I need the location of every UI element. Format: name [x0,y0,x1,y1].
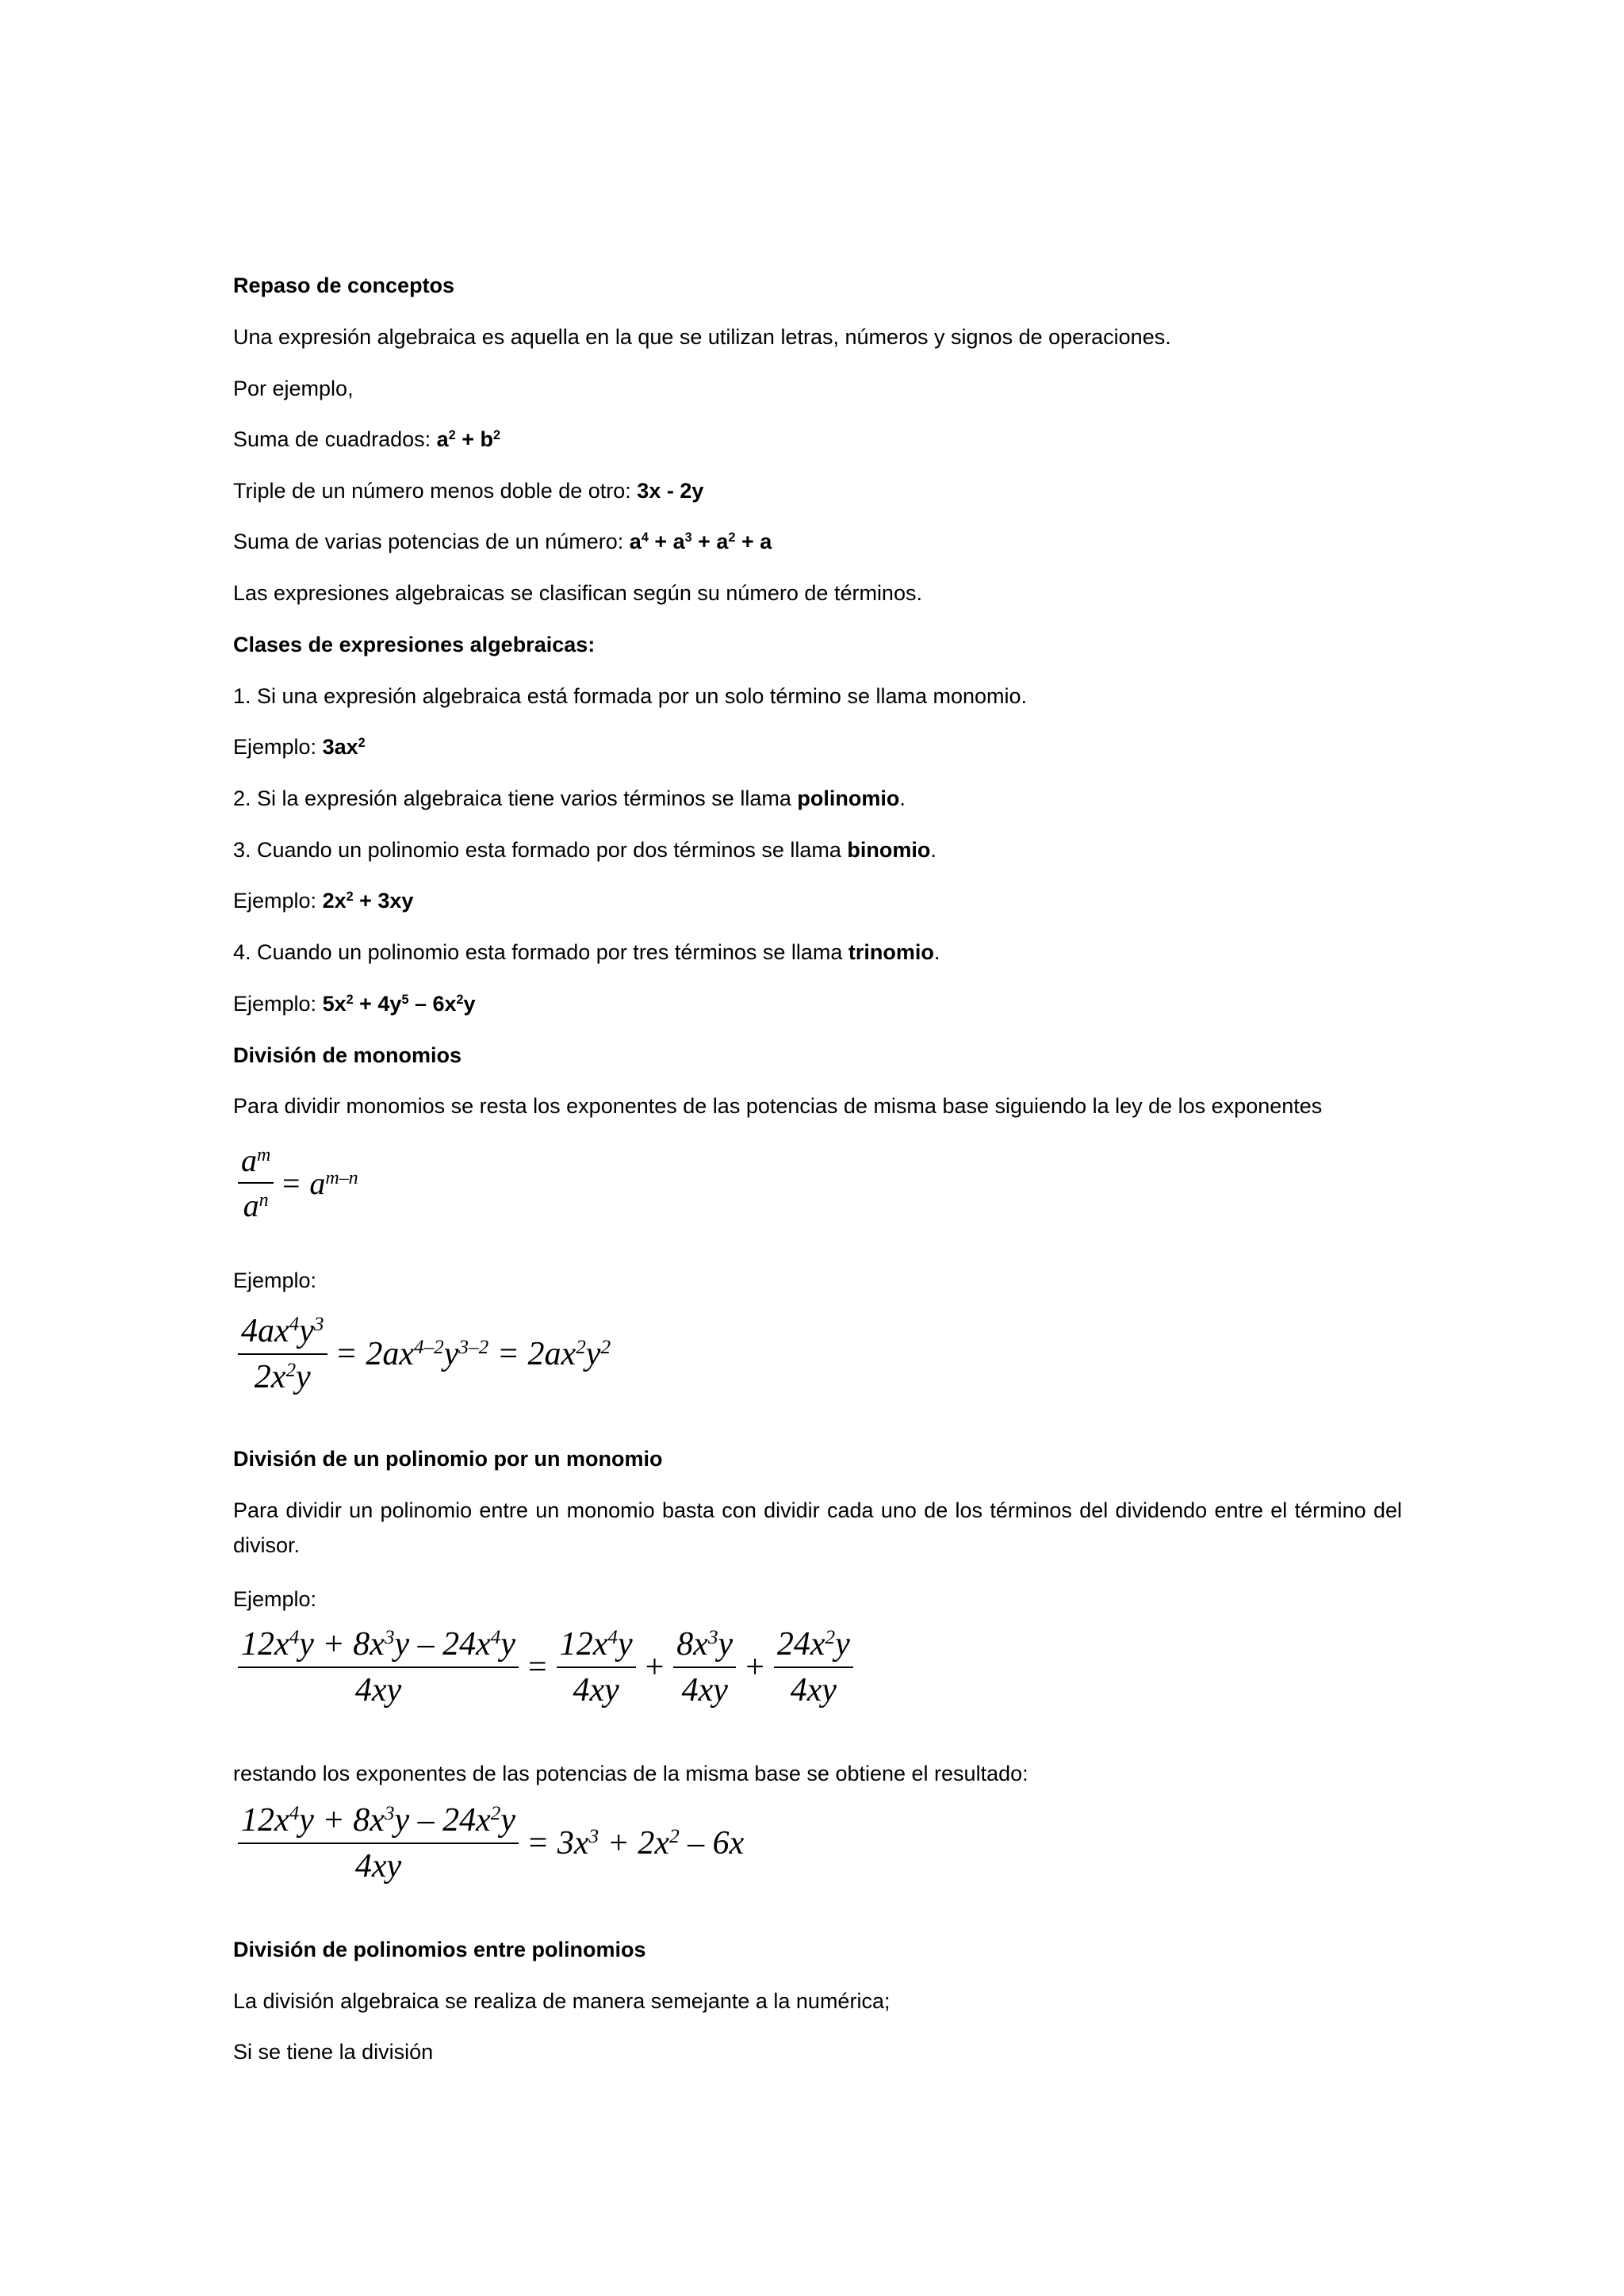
example-binomio [233,887,413,914]
list-item-4 [233,939,940,966]
denominator: 4xy [681,1672,728,1709]
fraction [673,1625,736,1709]
example-suma-cuadrados [233,426,500,453]
formula-division-monomio [238,1312,611,1396]
formula-division-polinomio-terminos [238,1625,853,1709]
formula-rhs: = $2ax^{4-2}y^{3-2} = 2ax^2y^2$ [335,1336,611,1372]
example-monomio [233,733,366,760]
item-term: binomio [847,838,931,862]
item-text: 4. Cuando un polinomio esta formado por tres términos se llama [233,940,848,964]
numerator: $12x^4y + 8x^3y - 24x^4y$ [241,1626,516,1663]
paragraph-division-monomios: Para dividir monomios se resta los exponentes de las potencias de misma base siguiendo la ley de los exponentes [233,1094,1323,1118]
heading-division-polinomio-monomio: División de un polinomio por un monomio [233,1447,663,1471]
denominator: 4xy [354,1672,402,1709]
item-term: trinomio [848,940,934,964]
label-ejemplo-1: Ejemplo: [233,1269,317,1292]
equals-sign: = [528,1649,547,1686]
item-term: polinomio [797,786,900,810]
math-expression: 3x - 2y [637,479,704,503]
paragraph-semejante: La división algebraica se realiza de manera semejante a la numérica; [233,1989,891,2013]
formula-rhs: = $a^{m-n}$ [280,1165,358,1201]
fraction [238,1801,519,1885]
heading-repaso: Repaso de conceptos [233,274,455,297]
formula-division-polinomio-resultado [238,1801,744,1885]
paragraph-si-tiene: Si se tiene la división [233,2040,434,2064]
example-suma-potencias [233,528,772,555]
paragraph-restando: restando los exponentes de las potencias de la misma base se obtiene el resultado: [233,1762,1028,1785]
example-label: Ejemplo: [233,992,323,1016]
fraction [557,1625,636,1709]
item-punct: . [930,838,936,862]
fraction [238,1142,274,1224]
formula-rhs: = $3x^3 + 2x^2 - 6x$ [527,1825,745,1862]
math-expression: $5x^2 + 4y^5 - 6x^2y$ [322,992,476,1016]
paragraph-por-ejemplo: Por ejemplo, [233,377,354,400]
heading-division-monomios: División de monomios [233,1043,462,1067]
plus-sign: + [645,1649,665,1686]
fraction [238,1625,519,1709]
example-label: Ejemplo: [233,735,323,759]
label-ejemplo-2: Ejemplo: [233,1587,317,1611]
denominator: $2x^2y$ [254,1359,311,1395]
plus-sign: + [745,1649,764,1686]
denominator: 4xy [354,1848,402,1885]
heading-division-polinomios: División de polinomios entre polinomios [233,1938,646,1961]
list-item-2 [233,785,906,812]
math-expression: $2x^2 + 3xy$ [322,889,414,913]
example-triple [233,477,703,504]
numerator: $12x^4y$ [559,1626,633,1663]
list-item-3 [233,836,936,863]
fraction [774,1625,853,1709]
list-item-1: 1. Si una expresión algebraica está formada por un solo término se llama monomio. [233,684,1028,708]
example-label: Triple de un número menos doble de otro: [233,479,638,503]
denominator: $a^n$ [243,1188,269,1223]
paragraph-definition: Una expresión algebraica es aquella en la que se utilizan letras, números y signos de operaciones. [233,325,1171,349]
numerator: $a^m$ [241,1142,271,1178]
paragraph-division-polinomio-monomio: Para dividir un polinomio entre un monomio basta con dividir cada uno de los términos del dividendo entre el término del divisor. [233,1498,1402,1557]
heading-clases: Clases de expresiones algebraicas: [233,633,596,656]
numerator: $4ax^4y^3$ [241,1313,324,1349]
numerator: $8x^3y$ [676,1626,733,1663]
example-label: Ejemplo: [233,889,323,913]
formula-ley-exponentes [238,1142,358,1224]
math-expression: $a^4 + a^3 + a^2 + a$ [629,530,772,553]
numerator: $24x^2y$ [776,1626,850,1663]
paragraph-clasifican: Las expresiones algebraicas se clasifican según su número de términos. [233,581,922,605]
example-label: Suma de cuadrados: [233,427,437,451]
numerator: $12x^4y + 8x^3y - 24x^2y$ [241,1802,516,1839]
math-expression: $a^2 + b^2$ [436,427,500,451]
fraction [238,1312,327,1396]
example-trinomio [233,990,476,1017]
denominator: 4xy [573,1672,619,1709]
denominator: 4xy [790,1672,837,1709]
item-text: 3. Cuando un polinomio esta formado por dos términos se llama [233,838,848,862]
item-punct: . [899,786,906,810]
math-expression: $3ax^2$ [322,735,366,759]
item-text: 2. Si la expresión algebraica tiene varios términos se llama [233,786,798,810]
example-label: Suma de varias potencias de un número: [233,530,630,553]
item-punct: . [933,940,940,964]
